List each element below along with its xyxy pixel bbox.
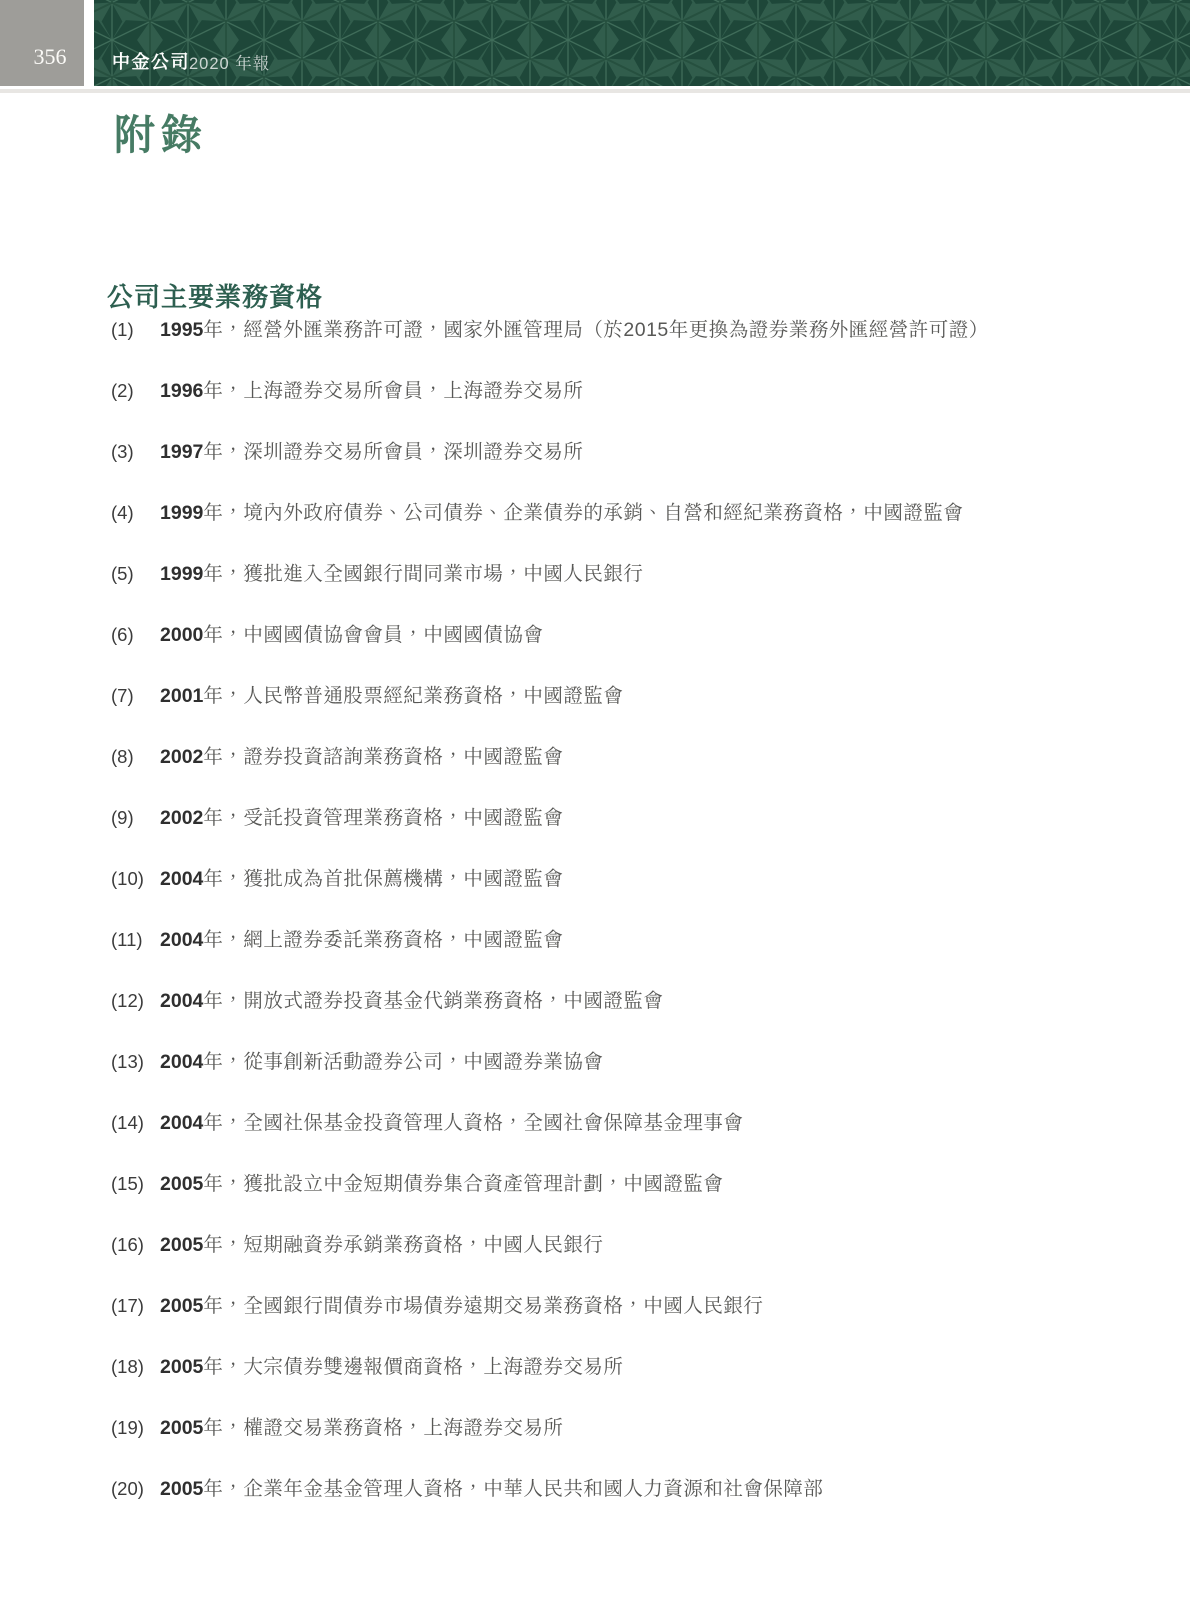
item-description: 年，人民幣普通股票經紀業務資格，中國證監會 — [203, 685, 624, 707]
item-description: 年，權證交易業務資格，上海證券交易所 — [203, 1417, 564, 1439]
item-number: (7) — [111, 685, 134, 706]
page-number-box — [0, 0, 84, 86]
item-number: (15) — [111, 1173, 144, 1194]
item-text — [160, 561, 643, 587]
item-text — [160, 1476, 823, 1502]
item-number: (2) — [111, 380, 134, 401]
item-text — [160, 1293, 763, 1319]
qualification-item — [111, 561, 1131, 587]
qualification-item — [111, 439, 1131, 465]
item-year: 2005 — [160, 1478, 204, 1500]
item-text — [160, 1415, 563, 1441]
item-text — [160, 1354, 623, 1380]
qualification-item — [111, 683, 1131, 709]
qualification-item — [111, 1171, 1131, 1197]
item-number: (13) — [111, 1051, 144, 1072]
item-description: 年，企業年金基金管理人資格，中華人民共和國人力資源和社會保障部 — [203, 1478, 824, 1500]
item-number: (16) — [111, 1234, 144, 1255]
item-description: 年，獲批進入全國銀行間同業市場，中國人民銀行 — [203, 563, 644, 585]
item-text — [160, 439, 583, 465]
item-year: 2004 — [160, 1051, 204, 1073]
item-year: 1997 — [160, 441, 204, 463]
item-description: 年，獲批設立中金短期債券集合資產管理計劃，中國證監會 — [203, 1173, 724, 1195]
item-description: 年，全國社保基金投資管理人資格，全國社會保障基金理事會 — [203, 1112, 744, 1134]
qualification-item — [111, 744, 1131, 770]
item-description: 年，受託投資管理業務資格，中國證監會 — [203, 807, 564, 829]
qualification-item — [111, 805, 1131, 831]
qualification-item — [111, 1049, 1131, 1075]
qualification-item — [111, 1293, 1131, 1319]
qualification-item — [111, 866, 1131, 892]
item-text — [160, 866, 563, 892]
item-year: 1995 — [160, 319, 204, 341]
qualification-item — [111, 1476, 1131, 1502]
item-description: 年，大宗債券雙邊報價商資格，上海證券交易所 — [203, 1356, 624, 1378]
qualification-item — [111, 1354, 1131, 1380]
item-number: (5) — [111, 563, 134, 584]
item-description: 年，全國銀行間債券市場債券遠期交易業務資格，中國人民銀行 — [203, 1295, 764, 1317]
item-text — [160, 683, 623, 709]
qualification-item — [111, 1232, 1131, 1258]
section-heading: 公司主要業務資格 — [107, 282, 324, 312]
item-description: 年，深圳證券交易所會員，深圳證券交易所 — [203, 441, 584, 463]
item-year: 2005 — [160, 1356, 204, 1378]
item-year: 2002 — [160, 807, 204, 829]
page-title: 附錄 — [114, 112, 208, 158]
item-text — [160, 622, 543, 648]
qualification-item — [111, 927, 1131, 953]
item-year: 2005 — [160, 1295, 204, 1317]
qualification-item — [111, 1110, 1131, 1136]
item-text — [160, 988, 663, 1014]
qualification-item — [111, 622, 1131, 648]
qualification-item — [111, 500, 1131, 526]
item-text — [160, 317, 989, 343]
item-text — [160, 1232, 603, 1258]
item-number: (9) — [111, 807, 134, 828]
item-text — [160, 927, 563, 953]
item-number: (19) — [111, 1417, 144, 1438]
header-band — [94, 0, 1190, 86]
item-number: (18) — [111, 1356, 144, 1377]
item-year: 2002 — [160, 746, 204, 768]
item-description: 年，中國國債協會會員，中國國債協會 — [203, 624, 544, 646]
qualification-item — [111, 317, 1131, 343]
item-number: (3) — [111, 441, 134, 462]
item-number: (4) — [111, 502, 134, 523]
item-description: 年，上海證券交易所會員，上海證券交易所 — [203, 380, 584, 402]
item-number: (20) — [111, 1478, 144, 1499]
item-text — [160, 1171, 723, 1197]
qualification-list — [111, 317, 1131, 1537]
item-number: (8) — [111, 746, 134, 767]
item-text — [160, 378, 583, 404]
item-year: 2005 — [160, 1234, 204, 1256]
item-description: 年，網上證券委託業務資格，中國證監會 — [203, 929, 564, 951]
item-year: 2004 — [160, 990, 204, 1012]
item-year: 1999 — [160, 502, 204, 524]
item-description: 年，獲批成為首批保薦機構，中國證監會 — [203, 868, 564, 890]
item-year: 2005 — [160, 1173, 204, 1195]
item-year: 2004 — [160, 929, 204, 951]
item-number: (10) — [111, 868, 144, 889]
qualification-item — [111, 1415, 1131, 1441]
item-year: 2004 — [160, 1112, 204, 1134]
item-description: 年，從事創新活動證券公司，中國證券業協會 — [203, 1051, 604, 1073]
item-year: 1999 — [160, 563, 204, 585]
item-description: 年，短期融資券承銷業務資格，中國人民銀行 — [203, 1234, 604, 1256]
item-number: (17) — [111, 1295, 144, 1316]
item-description: 年，境內外政府債券、公司債券、企業債券的承銷、自營和經紀業務資格，中國證監會 — [203, 502, 964, 524]
item-text — [160, 744, 563, 770]
item-number: (1) — [111, 319, 134, 340]
qualification-item — [111, 378, 1131, 404]
report-year-label: 2020 年報 — [189, 55, 271, 73]
item-year: 2004 — [160, 868, 204, 890]
item-number: (11) — [111, 929, 143, 950]
page-number: 356 — [33, 44, 67, 69]
item-text — [160, 1049, 603, 1075]
item-description: 年，開放式證券投資基金代銷業務資格，中國證監會 — [203, 990, 664, 1012]
item-text — [160, 805, 563, 831]
item-year: 2000 — [160, 624, 204, 646]
company-name: 中金公司 — [112, 52, 190, 72]
qualification-item — [111, 988, 1131, 1014]
item-text — [160, 500, 963, 526]
item-number: (12) — [111, 990, 144, 1011]
item-description: 年，證券投資諮詢業務資格，中國證監會 — [203, 746, 564, 768]
item-year: 2001 — [160, 685, 204, 707]
item-description: 年，經營外匯業務許可證，國家外匯管理局（於2015年更換為證券業務外匯經營許可證） — [203, 319, 989, 341]
item-number: (14) — [111, 1112, 144, 1133]
item-year: 1996 — [160, 380, 204, 402]
header-divider — [0, 89, 1190, 93]
item-number: (6) — [111, 624, 134, 645]
item-text — [160, 1110, 743, 1136]
item-year: 2005 — [160, 1417, 204, 1439]
